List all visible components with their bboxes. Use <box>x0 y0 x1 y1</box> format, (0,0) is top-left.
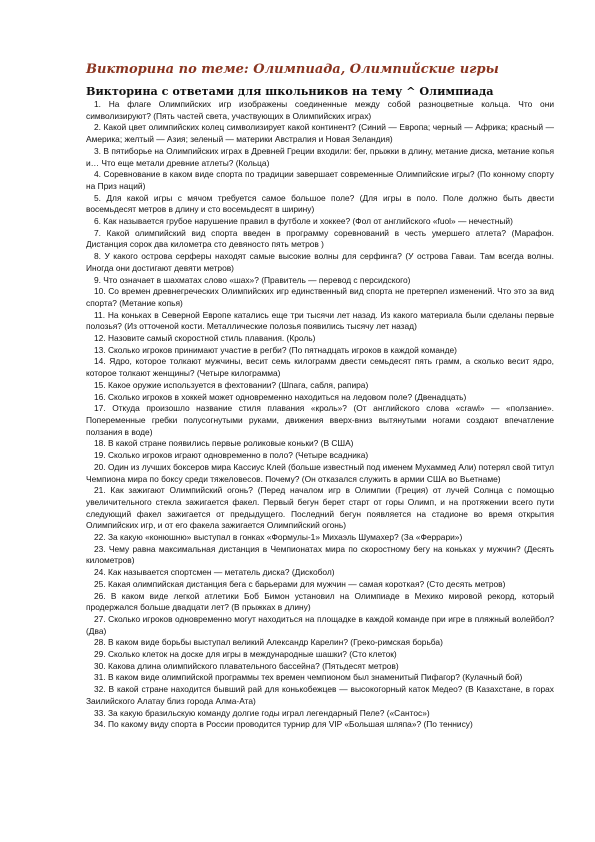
quiz-item: 21. Как зажигают Олимпийский огонь? (Перед началом игр в Олимпии (Греция) от лучей Солнца с помощью увеличительного стекла зажигается факел. Первый бегун берет старт от горы Олимп, и на протяжении всего пути следующий факел зажигается от предыдущего. Последний бегун появляется на стадионе во время открытия Олимпийских игр, и от его факела зажигается Олимпийский огонь) <box>86 485 554 531</box>
quiz-question-list <box>86 99 554 731</box>
quiz-item: 12. Назовите самый скоростной стиль плавания. (Кроль) <box>94 333 316 344</box>
quiz-item: 3. В пятиборье на Олимпийских играх в Древней Греции входили: бег, прыжки в длину, метание диска, метание копья и… Что еще метали древние атлеты? (Кольца) <box>86 145 554 168</box>
quiz-item: 7. Какой олимпийский вид спорта введен в программу соревнований в честь умершего атлета? (Марафон. Дистанция сорок два километра сто девяносто пять метров ) <box>86 227 554 250</box>
quiz-item: 9. Что означает в шахматах слово «шах»? (Правитель — перевод с персидского) <box>94 274 411 285</box>
quiz-item: 24. Как называется спортсмен — метатель диска? (Дискобол) <box>94 567 335 578</box>
quiz-item: 20. Один из лучших боксеров мира Кассиус Клей (больше известный под именем Мухаммед Али) потерял свой титул Чемпиона мира по боксу среди тяжеловесов. Почему? (Он отказался служить в армии США во Вьетнаме) <box>86 461 554 484</box>
quiz-item: 28. В каком виде борьбы выступал великий Александр Карелин? (Греко-римская борьба) <box>94 637 443 648</box>
quiz-item: 26. В каком виде легкой атлетики Боб Бимон установил на Олимпиаде в Мехико мировой рекорд, который продержался больше двадцати лет? (В прыжках в длину) <box>86 590 554 613</box>
quiz-item: 11. На коньках в Северной Европе катались еще три тысячи лет назад. Из какого материала были сделаны первые полозья? (Из отточеной кости. Металлические полозья появились тысячу лет назад) <box>86 309 554 332</box>
quiz-item: 23. Чему равна максимальная дистанция в Чемпионатах мира по скоростному бегу на коньках у мужчин? (Десять километров) <box>86 543 554 566</box>
quiz-item: 14. Ядро, которое толкают мужчины, весит семь килограмм двести семьдесят пять грамм, а сколько весит ядро, которое толкают женщины? (Четыре килограмма) <box>86 356 554 379</box>
quiz-item: 22. За какую «конюшню» выступал в гонках «Формулы-1» Михаэль Шумахер? (За «Феррари») <box>94 532 463 543</box>
quiz-item: 19. Сколько игроков играют одновременно в поло? (Четыре всадника) <box>94 450 369 461</box>
quiz-item: 13. Сколько игроков принимают участие в регби? (По пятнадцать игроков в каждой команде) <box>94 344 457 355</box>
quiz-item: 17. Откуда произошло название стиля плавания «кроль»? (От английского слова «crawl» — «ползание». Попеременные гребки полусогнутыми руками, движения вверх-вниз вытянутыми ногами создают впечатление ползания в воде) <box>86 403 554 437</box>
quiz-item: 31. В каком виде олимпийской программы тех времен чемпионом был знаменитый Пифагор? (Кулачный бой) <box>94 672 523 683</box>
quiz-item: 34. По какому виду спорта в России проводится турнир для VIP «Большая шляпа»? (По теннису) <box>94 719 473 730</box>
quiz-item: 1. На флаге Олимпийских игр изображены соединенные между собой разноцветные кольца. Что они символизируют? (Пять частей света, участвующих в Олимпийских играх) <box>86 99 554 121</box>
quiz-item: 27. Сколько игроков одновременно могут находиться на площадке в каждой команде при игре в пляжный волейбол? (Два) <box>86 613 554 636</box>
quiz-item: 4. Соревнование в каком виде спорта по традиции завершает современные Олимпийские игры? (По конному спорту на Приз наций) <box>86 169 554 191</box>
quiz-item: 8. У какого острова серферы находят самые высокие волны для серфинга? (У острова Гаваи. Там всегда волны. Иногда они достигают девяти метров) <box>86 251 554 273</box>
quiz-item: 32. В какой стране находится бывший рай для конькобежцев — высокогорный каток Медео? (В Казахстане, в горах Заилийского Алатау близ города Алма-Ата) <box>86 684 554 706</box>
quiz-item: 6. Как называется грубое нарушение правил в футболе и хоккее? (Фол от английского «fuol» — нечестный) <box>94 216 513 227</box>
page-title: Викторина по теме: Олимпиада, Олимпийские игры <box>86 62 499 77</box>
quiz-item: 18. В какой стране появились первые роликовые коньки? (В США) <box>94 438 354 449</box>
quiz-item: 33. За какую бразильскую команду долгие годы играл легендарный Пеле? («Сантос») <box>94 707 430 718</box>
quiz-item: 10. Со времен древнегреческих Олимпийских игр единственный вид спорта не претерпел изменений. Что это за вид спорта? (Метание копья) <box>86 286 554 308</box>
page-subtitle: Викторина с ответами для школьников на тему ^ Олимпиада <box>86 84 494 98</box>
quiz-item: 2. Какой цвет олимпийских колец символизирует какой континент? (Синий — Европа; черный — Африка; красный — Америка; желтый — Азия; зеленый — материки Австралия и Новая Зеландия) <box>86 122 554 145</box>
quiz-item: 25. Какая олимпийская дистанция бега с барьерами для мужчин — самая короткая? (Сто десять метров) <box>94 578 506 589</box>
quiz-item: 16. Сколько игроков в хоккей может одновременно находиться на ледовом поле? (Двенадцать) <box>94 391 467 402</box>
quiz-item: 15. Какое оружие используется в фехтовании? (Шпага, сабля, рапира) <box>94 379 369 390</box>
quiz-item: 30. Какова длина олимпийского плавательного бассейна? (Пятьдесят метров) <box>94 660 399 671</box>
quiz-item: 29. Сколько клеток на доске для игры в международные шашки? (Сто клеток) <box>94 649 397 660</box>
quiz-item: 5. Для какой игры с мячом требуется самое большое поле? (Для игры в поло. Поле должно быть двести восемьдесят метров в длину и сто восемьдесят в ширину) <box>86 192 554 215</box>
